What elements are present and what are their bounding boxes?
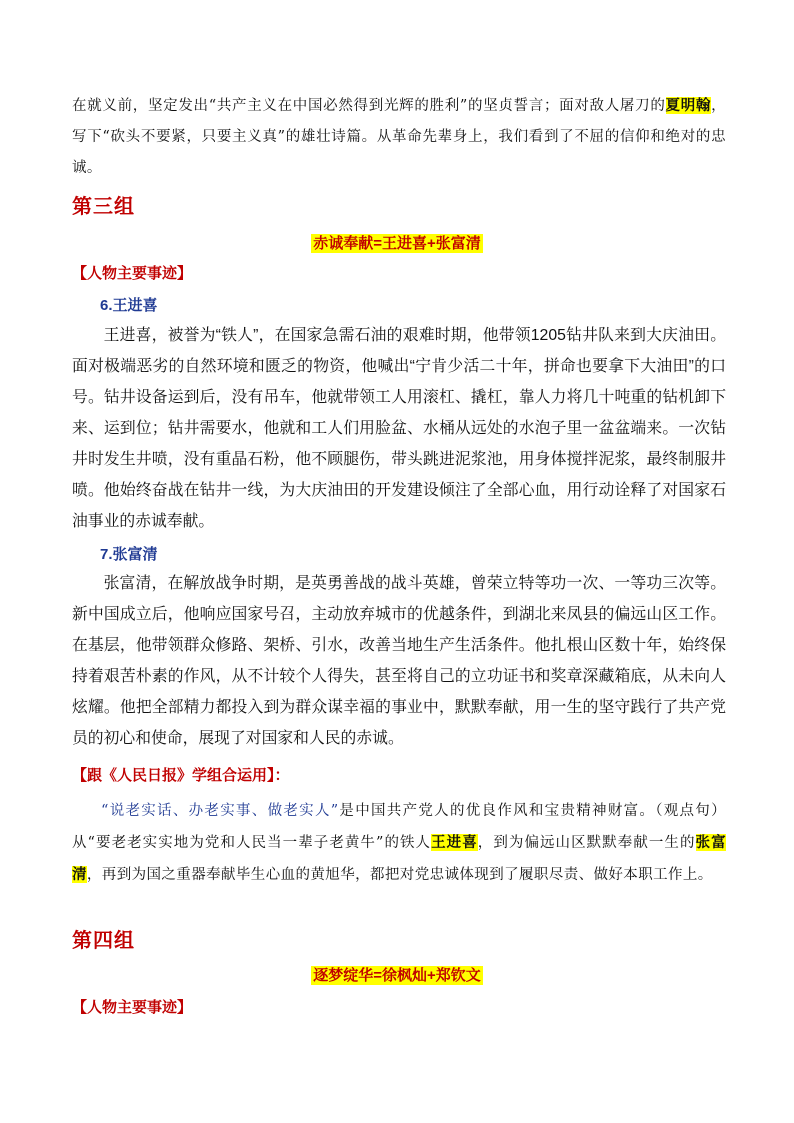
usage-quote: “说老实话、办老实事、做老实人” <box>101 803 339 819</box>
intro-paragraph <box>72 90 726 184</box>
group-3-theme <box>0 232 794 253</box>
usage-text-2: ，到为偏远山区默默奉献一生的 <box>477 835 696 851</box>
group-3-section-heading: 【人物主要事迹】 <box>72 265 193 282</box>
usage-text-1: 是中国共产党人的优良作风和宝贵精神财富。（观点句）从“要老老实实地为党和人民当一辈子老黄牛”的铁人 <box>72 803 726 851</box>
highlight-name-wang-jinxi: 王进喜 <box>431 834 478 851</box>
person-text-zhang-fuqing <box>72 568 726 754</box>
intro-text-pre: 在就义前，坚定发出“共产主义在中国必然得到光辉的胜利”的坚贞誓言；面对敌人屠刀的 <box>72 98 666 114</box>
group-4-theme-text: 逐梦绽华=徐枫灿+郑钦文 <box>313 967 481 984</box>
wang-jinxi-paragraph: 王进喜，被誉为“铁人”，在国家急需石油的艰难时期，他带领1205钻井队来到大庆油田。面对极端恶劣的自然环境和匮乏的物资，他喊出“宁肯少活二十年，拼命也要拿下大油田”的口号。钻井设备运到后，没有吊车，他就带领工人用滚杠、撬杠，靠人力将几十吨重的钻机卸下来、运到位；钻井需要水，他就和工人们用脸盆、水桶从远处的水泡子里一盆盆端来。一次钻井时发生井喷，没有重晶石粉，他不顾腿伤，带头跳进泥浆池，用身体搅拌泥浆，最终制服井喷。他始终奋战在钻井一线，为大庆油田的开发建设倾注了全部心血，用行动诠释了对国家石油事业的赤诚奉献。 <box>72 327 726 530</box>
usage-text-3: ，再到为国之重器奉献毕生心血的黄旭华，都把对党忠诚体现到了履职尽责、做好本职工作上。 <box>86 867 713 883</box>
zhang-fuqing-paragraph: 张富清，在解放战争时期，是英勇善战的战斗英雄，曾荣立特等功一次、一等功三次等。新中国成立后，他响应国家号召，主动放弃城市的优越条件，到湖北来凤县的偏远山区工作。在基层，他带领群众修路、架桥、引水，改善当地生产生活条件。他扎根山区数十年，始终保持着艰苦朴素的作风，从不计较个人得失，甚至将自己的立功证书和奖章深藏箱底，从未向人炫耀。他把全部精力都投入到为群众谋幸福的事业中，默默奉献，用一生的坚守践行了共产党员的初心和使命，展现了对国家和人民的赤诚。 <box>72 575 726 747</box>
group-3-title: 第三组 <box>72 196 135 218</box>
group-4-title: 第四组 <box>72 930 135 952</box>
person-text-wang-jinxi <box>72 320 726 537</box>
person-heading-wang-jinxi: 6.王进喜 <box>100 297 158 314</box>
highlight-name-zhang-fuqing: 张富清 <box>72 834 726 883</box>
person-heading-zhang-fuqing: 7.张富清 <box>100 546 158 563</box>
highlight-name-xia-minghan: 夏明翰 <box>665 97 712 114</box>
usage-paragraph <box>72 796 726 891</box>
group-4-theme <box>0 964 794 985</box>
group-4-section-heading: 【人物主要事迹】 <box>72 999 193 1016</box>
group-3-theme-text: 赤诚奉献=王进喜+张富清 <box>313 235 481 252</box>
intro-text-post: ，写下“砍头不要紧，只要主义真”的雄壮诗篇。从革命先辈身上，我们看到了不屈的信仰和绝对的忠诚。 <box>72 98 726 176</box>
usage-heading: 【跟《人民日报》学组合运用】： <box>72 767 290 784</box>
